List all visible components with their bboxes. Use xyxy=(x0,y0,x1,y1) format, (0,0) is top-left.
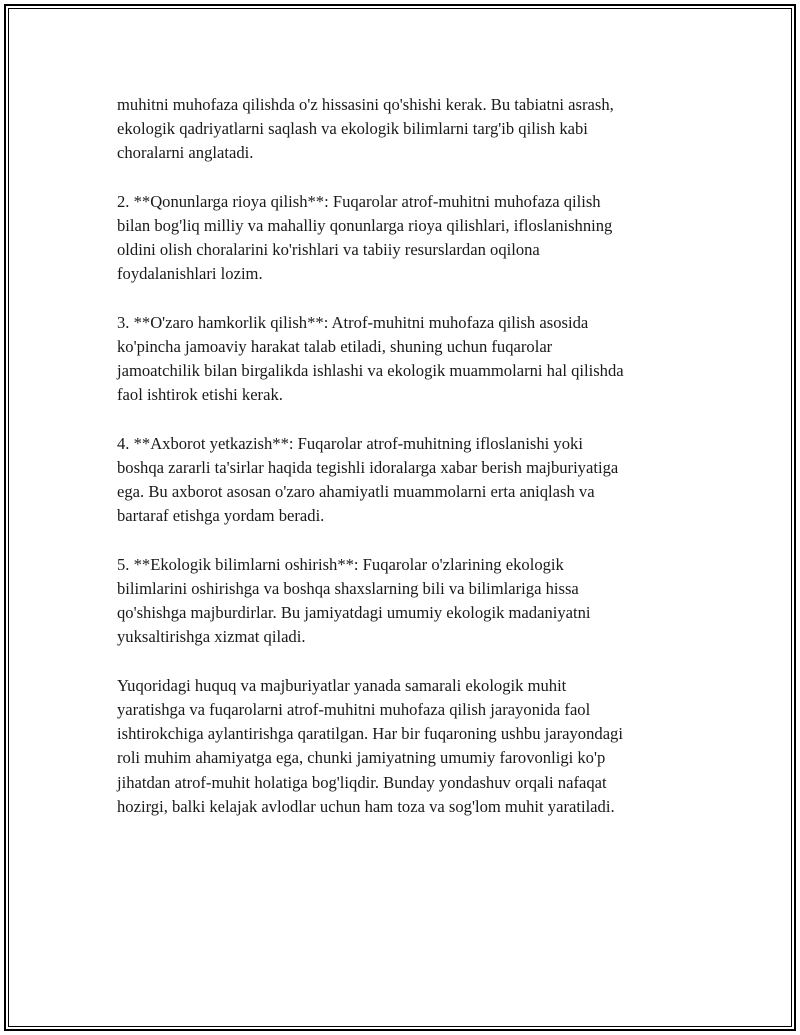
text-line: ekologik qadriyatlarni saqlash va ekologik bilimlarni targ'ib qilish kabi xyxy=(117,119,588,139)
text-line: 4. **Axborot yetkazish**: Fuqarolar atrof-muhitning ifloslanishi yoki xyxy=(117,433,583,453)
text-line: bilimlarini oshirishga va boshqa shaxslarning bili va bilimlariga hissa xyxy=(117,579,579,598)
text-line: 3. **O'zaro hamkorlik qilish**: Atrof-muhitni muhofaza qilish asosida xyxy=(117,312,589,332)
paragraph-item-5 xyxy=(117,553,687,650)
text-line: foydalanishlari lozim. xyxy=(117,264,263,284)
text-line: choralarni anglatadi. xyxy=(117,143,254,163)
text-line: muhitni muhofaza qilishda o'z hissasini qo'shishi kerak. Bu tabiatni asrash, xyxy=(117,95,614,114)
text-line: bartaraf etishga yordam beradi. xyxy=(117,506,325,526)
text-line: oldini olish choralarini ko'rishlari va tabiiy resurslardan oqilona xyxy=(117,240,540,260)
text-line: yuksaltirishga xizmat qiladi. xyxy=(117,627,306,647)
text-line: ega. Bu axborot asosan o'zaro ahamiyatli muammolarni erta aniqlash va xyxy=(117,482,595,502)
text-line: 2. **Qonunlarga rioya qilish**: Fuqarolar atrof-muhitni muhofaza qilish xyxy=(117,191,601,211)
text-line: ishtirokchiga aylantirishga qaratilgan. Har bir fuqaroning ushbu jarayondagi xyxy=(117,724,623,744)
text-line: bilan bog'liq milliy va mahalliy qonunlarga rioya qilishlari, ifloslanishning xyxy=(117,216,613,235)
paragraph-item-2 xyxy=(117,190,687,287)
text-line: faol ishtirok etishi kerak. xyxy=(117,385,283,405)
text-line: ko'pincha jamoaviy harakat talab etiladi, shuning uchun fuqarolar xyxy=(117,337,553,356)
text-line: roli muhim ahamiyatga ega, chunki jamiyatning umumiy farovonligi ko'p xyxy=(117,748,606,768)
paragraph-item-4 xyxy=(117,432,687,529)
text-line: jamoatchilik bilan birgalikda ishlashi va ekologik muammolarni hal qilishda xyxy=(117,361,624,381)
text-line: 5. **Ekologik bilimlarni oshirish**: Fuqarolar o'zlarining ekologik xyxy=(117,554,564,574)
text-line: boshqa zararli ta'sirlar haqida tegishli idoralarga xabar berish majburiyatiga xyxy=(117,458,619,477)
document-body xyxy=(117,93,687,843)
text-line: jihatdan atrof-muhit holatiga bog'liqdir. Bunday yondashuv orqali nafaqat xyxy=(117,772,607,792)
paragraph-item-3 xyxy=(117,311,687,408)
paragraph-conclusion xyxy=(117,674,687,819)
text-line: qo'shishga majburdirlar. Bu jamiyatdagi umumiy ekologik madaniyatni xyxy=(117,603,591,623)
text-line: yaratishga va fuqarolarni atrof-muhitni muhofaza qilish jarayonida faol xyxy=(117,700,591,719)
paragraph-intro-continued xyxy=(117,93,687,166)
text-line: Yuqoridagi huquq va majburiyatlar yanada samarali ekologik muhit xyxy=(117,675,567,695)
text-line: hozirgi, balki kelajak avlodlar uchun ham toza va sog'lom muhit yaratiladi. xyxy=(117,796,615,816)
